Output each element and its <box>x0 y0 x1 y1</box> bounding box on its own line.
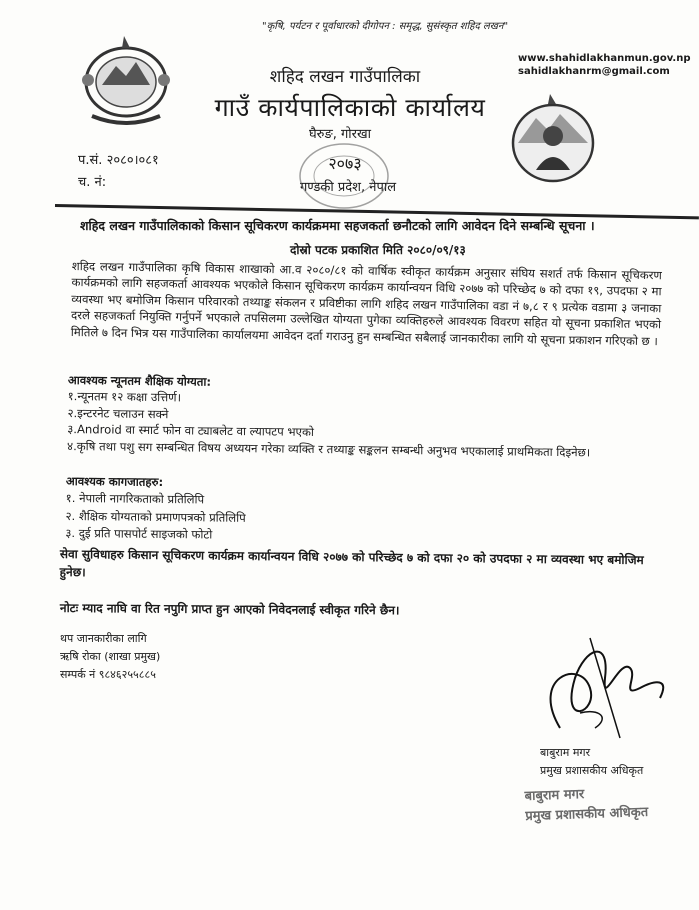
qualification-item: २.इन्टरनेट चलाउन सक्ने <box>67 405 169 422</box>
office-year-line: २०७३ <box>328 154 362 173</box>
contact-block <box>60 630 160 684</box>
qualification-item: ३.Android वा स्मार्ट फोन वा ट्याबलेट वा ल्यापटप भएको <box>67 422 315 440</box>
notice-body: शहिद लखन गाउँपालिका कृषि विकास शाखाको आ.व २०८०/८१ को वार्षिक स्वीकृत कार्यक्रम अनुसार संघिय सशर्त तर्फ किसान सूचिकरण कार्यक्रमको लागि सहजकर्ता आवश्यक भएकोले किसान सूचिकरण कार्यक्रम कार्यान्वयन विधि २०७७ को परिच्छेद ७ को दफा १९, उपदफा २ मा व्यवस्था भए बमोजिम किसान परिवारको तथ्याङ्क संकलन र प्रविष्टीका लागि शहिद लखन गाउँपालिका वडा नं ७,८ र ९ प्रत्येक वडामा ३ जनाका दरले सहजकर्ता नियुक्ति गर्नुपर्ने भएकाले तपसिलमा उल्लेखित योग्यता पुगेका व्यक्तिहरुले आवश्यक विवरण सहित यो सूचना प्रकाशित भएको मितिले ७ दिन भित्र यस गाउँपालिका कार्यालयमा आवेदन दर्ता गराउनु हुन सम्बन्धित सबैलाई जानकारीका लागि यो सूचना प्रकाशन गरिएको छ । <box>70 258 662 348</box>
stamp-name: बाबुराम मगर <box>524 787 585 805</box>
signatory-title: प्रमुख प्रशासकीय अधिकृत <box>540 764 644 777</box>
contact-person: ऋषि रोका (शाखा प्रमुख) <box>60 650 161 663</box>
qualifications-heading: आवश्यक न्यूनतम शैक्षिक योग्यता: <box>67 372 212 389</box>
document-item: ३. दुई प्रति पासपोर्ट साइजको फोटो <box>65 526 213 542</box>
reference-number: प.सं. २०८०।०८१ <box>78 153 159 168</box>
contact-phone: सम्पर्क नं ९८४६२५५८८५ <box>60 668 156 681</box>
document-item: २. शैक्षिक योग्यताको प्रमाणपत्रको प्रतिलिपि <box>65 508 246 525</box>
qualification-item: १.न्यूनतम १२ कक्षा उत्तिर्ण। <box>67 389 182 405</box>
documents-heading: आवश्यक कागजातहरु: <box>65 473 164 490</box>
office-province-line: गण्डकी प्रदेश, नेपाल <box>299 180 397 195</box>
signatory-block <box>540 744 643 780</box>
qualifications-section <box>67 372 668 461</box>
document-item: १. नेपाली नागरिकताको प्रतिलिपि <box>65 491 205 507</box>
name-stamp <box>524 783 648 827</box>
notice-subject: शहिद लखन गाउँपालिकाको किसान सूचिकरण कार्यक्रममा सहजकर्ता छनौटको लागि आवेदन दिने सम्बन्धि सूचना । <box>80 218 595 233</box>
office-name-line2: गाउँ कार्यपालिकाको कार्यालय <box>214 93 486 122</box>
government-emblem-icon <box>72 30 180 130</box>
signatory-name: बाबुराम मगर <box>540 746 591 759</box>
qualification-item: ४.कृषि तथा पशु सग सम्बन्धित विषय अध्ययन गरेका व्यक्ति र तथ्याङ्क सङ्कलन सम्बन्धी अनुभव भएकालाई प्राथमिकता दिइनेछ। <box>67 438 591 460</box>
services-paragraph: सेवा सुविधाहरु किसान सूचिकरण कार्यक्रम कार्यान्वयन विधि २०७७ को परिच्छेद ७ को दफा २० को उपदफा २ मा व्यवस्था भए बमोजिम हुनेछ। <box>59 546 644 580</box>
dispatch-number: च. नं: <box>78 175 107 190</box>
contact-web-email <box>518 52 691 78</box>
municipality-logo-icon <box>508 88 598 188</box>
header-motto: "कृषि, पर्यटन र पूर्वाधारको दीगोपन : समृद्ध, सुसंस्कृत शहिद लखन" <box>262 21 509 32</box>
office-address-line: घैरुङ, गोरखा <box>308 127 371 142</box>
contact-line-info: थप जानकारीका लागि <box>60 632 147 645</box>
office-name-line1: शहिद लखन गाउँपालिका <box>269 67 421 87</box>
notice-note: नोटः म्याद नाघि वा रित नपुगि प्राप्त हुन आएको निवेदनलाई स्वीकृत गरिने छैन। <box>59 600 400 618</box>
handwritten-signature-icon <box>520 618 680 748</box>
documents-section <box>65 472 566 547</box>
email-link[interactable]: sahidlakhanrm@gmail.com <box>518 66 670 77</box>
publication-date: दोस्रो पटक प्रकाशित मिति २०८०/०९/१३ <box>290 243 466 257</box>
office-seal-stamp-icon <box>288 136 400 216</box>
stamp-title: प्रमुख प्रशासकीय अधिकृत <box>525 804 649 825</box>
website-link[interactable]: www.shahidlakhanmun.gov.np <box>518 53 691 64</box>
